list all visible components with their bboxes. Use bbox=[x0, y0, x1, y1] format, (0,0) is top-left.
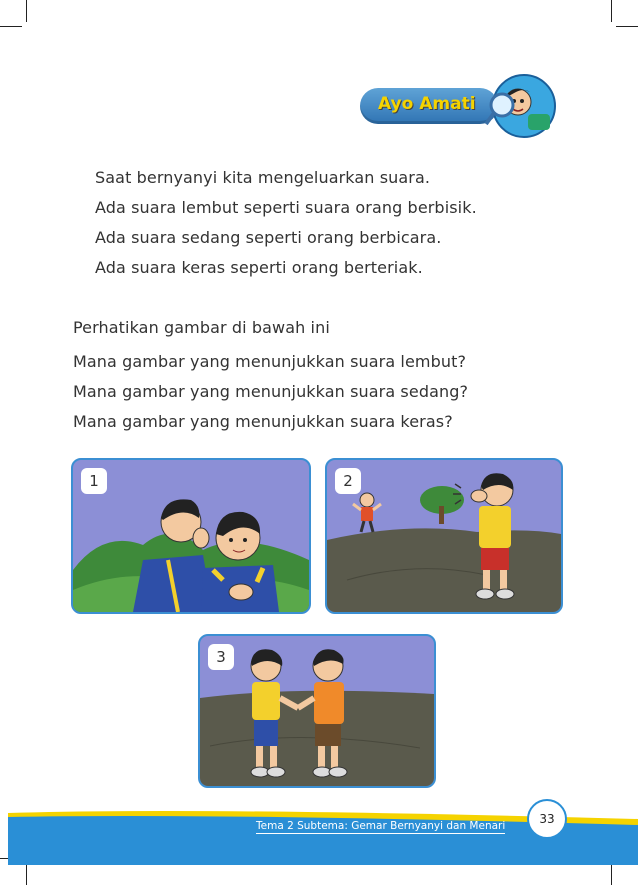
banner-label: Ayo Amati bbox=[378, 94, 476, 114]
question: Mana gambar yang menunjukkan suara sedang? bbox=[73, 382, 469, 401]
crop-mark bbox=[0, 26, 22, 27]
intro-line: Ada suara lembut seperti suara orang berbisik. bbox=[95, 198, 477, 217]
talk-illustration bbox=[200, 636, 434, 786]
question: Mana gambar yang menunjukkan suara keras? bbox=[73, 412, 453, 431]
whisper-illustration bbox=[73, 460, 309, 612]
picture-2-shout bbox=[325, 458, 563, 614]
magnifier-boy-icon bbox=[472, 72, 564, 142]
shout-illustration bbox=[327, 460, 561, 612]
question: Mana gambar yang menunjukkan suara lembut? bbox=[73, 352, 467, 371]
crop-mark bbox=[26, 0, 27, 22]
crop-mark bbox=[611, 0, 612, 22]
picture-number: 3 bbox=[208, 644, 234, 670]
instruction: Perhatikan gambar di bawah ini bbox=[73, 318, 330, 337]
footer-text: Tema 2 Subtema: Gemar Bernyanyi dan Menari bbox=[256, 820, 506, 832]
picture-1-whisper bbox=[71, 458, 311, 614]
intro-line: Saat bernyanyi kita mengeluarkan suara. bbox=[95, 168, 431, 187]
picture-number: 1 bbox=[81, 468, 107, 494]
intro-line: Ada suara keras seperti orang berteriak. bbox=[95, 258, 423, 277]
crop-mark bbox=[616, 26, 638, 27]
crop-mark bbox=[26, 863, 27, 885]
picture-3-talk bbox=[198, 634, 436, 788]
crop-mark bbox=[611, 863, 612, 885]
intro-line: Ada suara sedang seperti orang berbicara. bbox=[95, 228, 442, 247]
picture-number: 2 bbox=[335, 468, 361, 494]
page-number: 33 bbox=[527, 799, 567, 839]
